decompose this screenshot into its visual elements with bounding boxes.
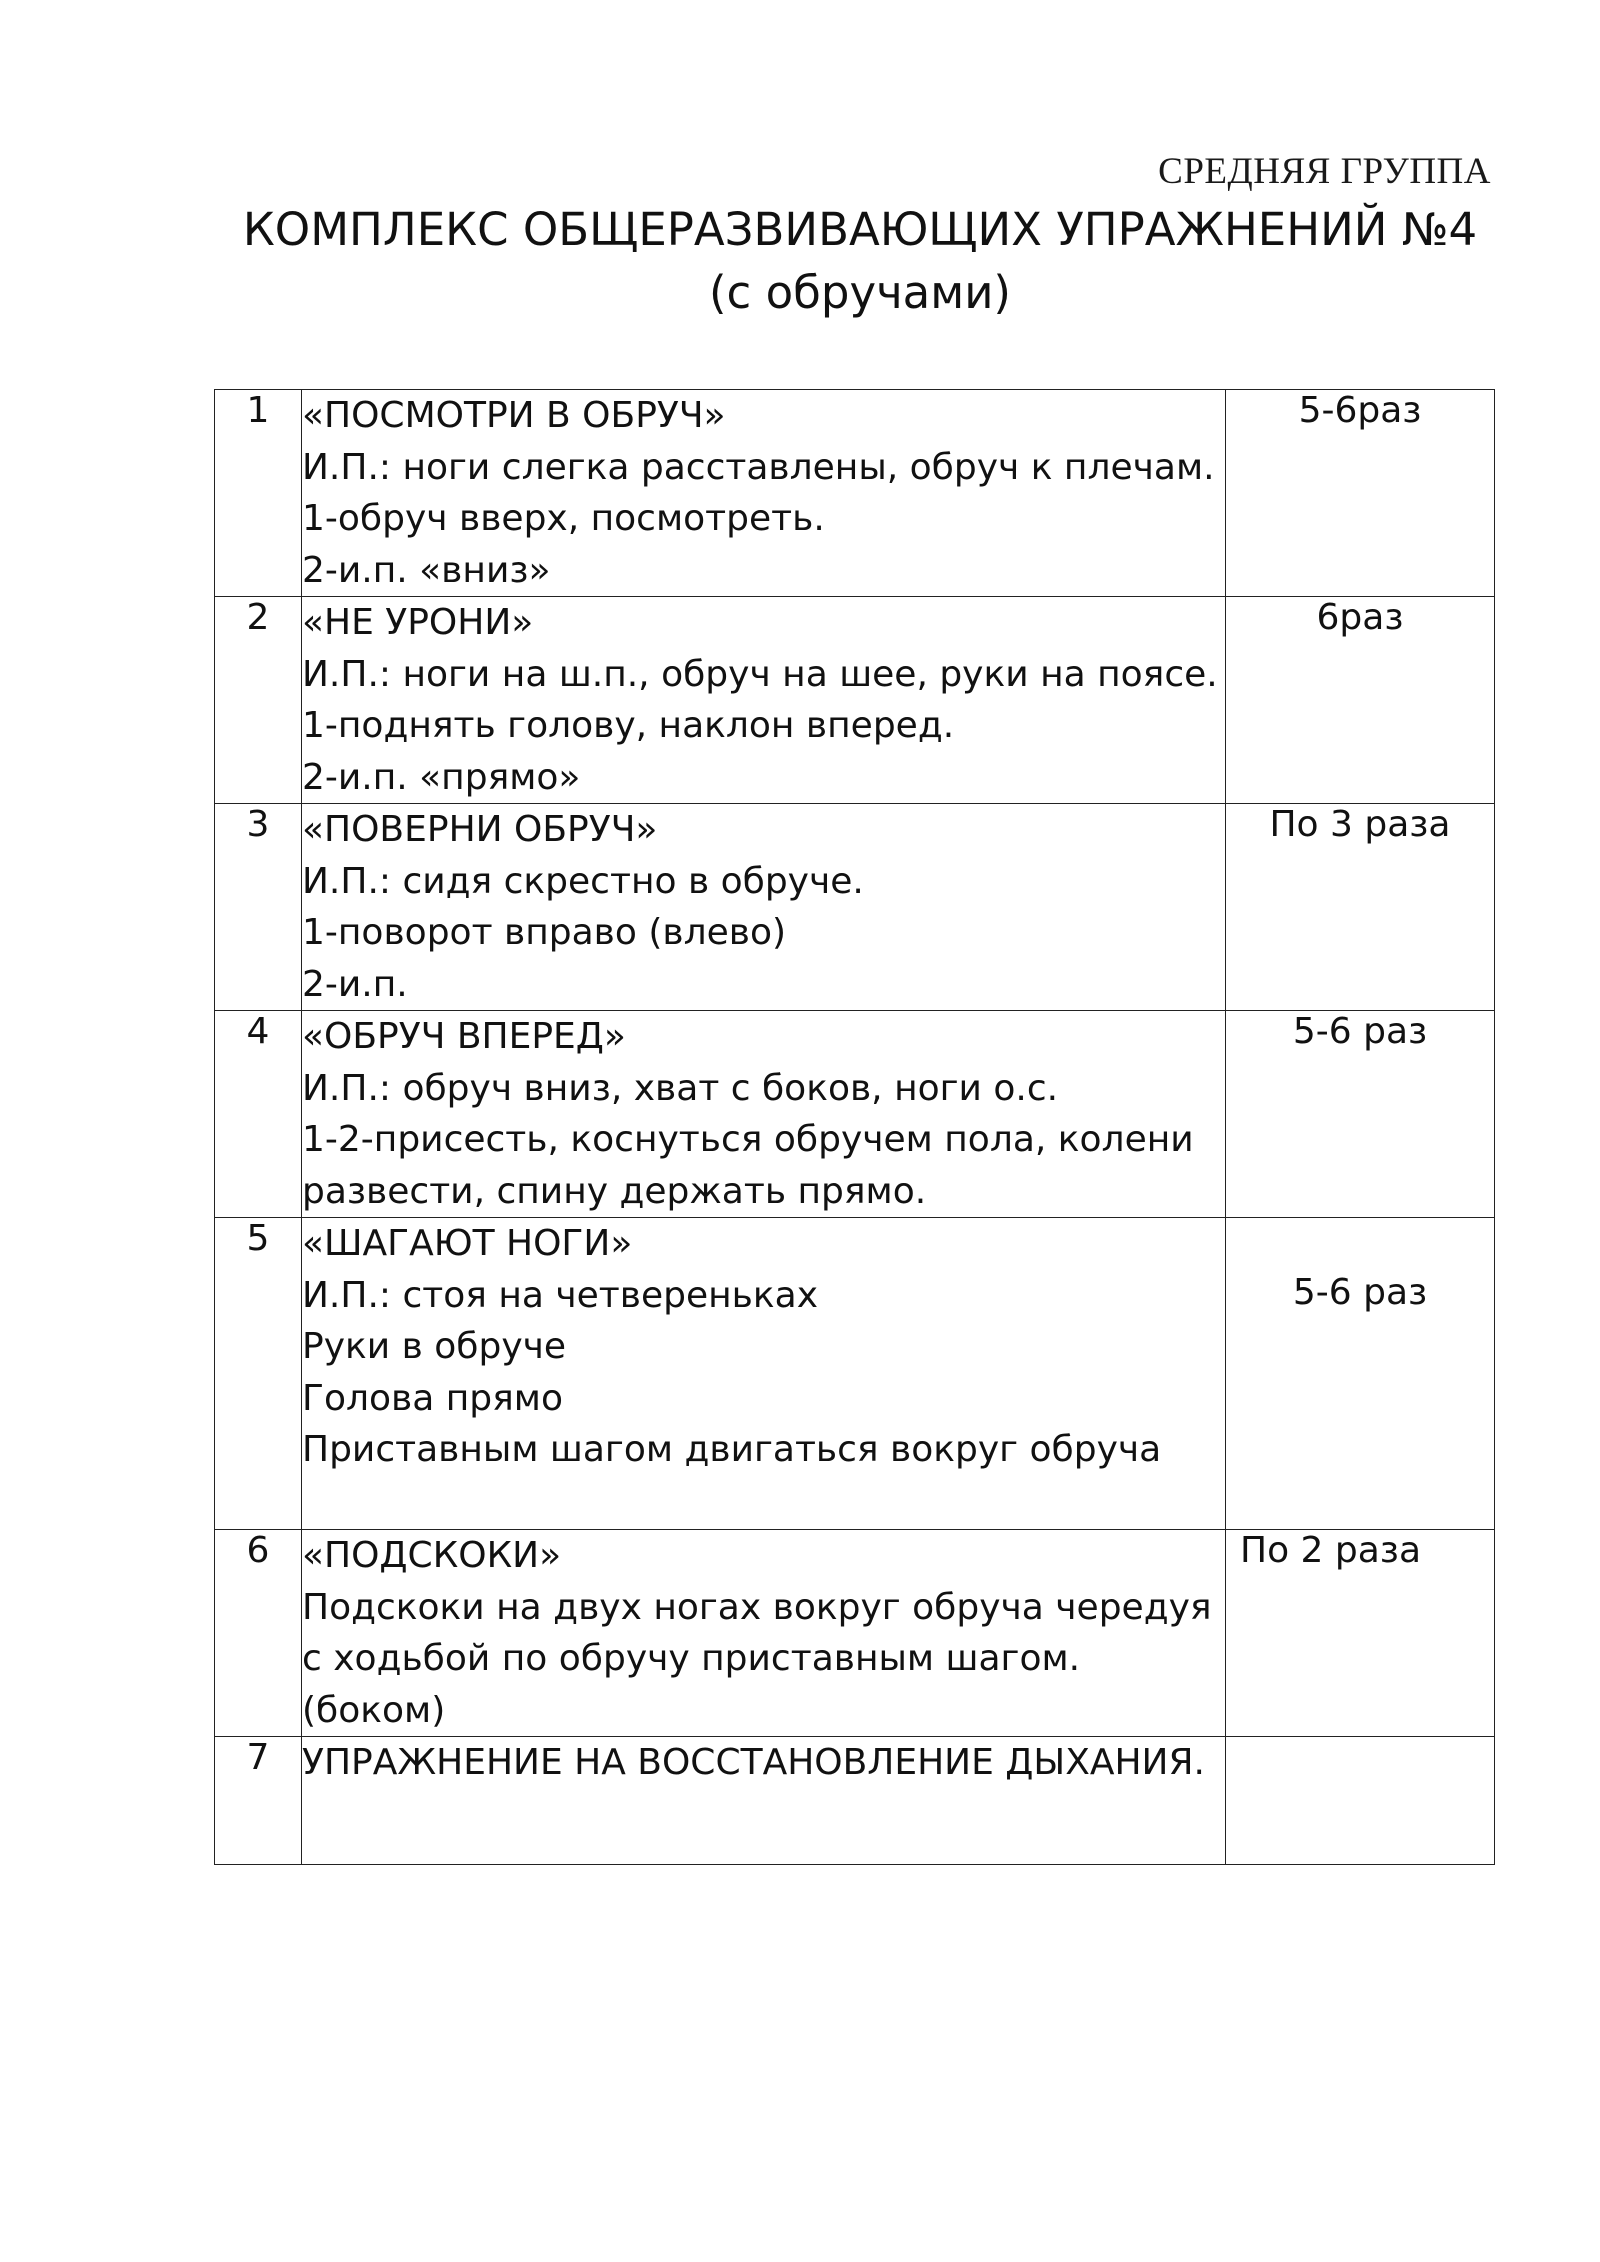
exercise-reps: 5-6раз bbox=[1226, 390, 1495, 597]
exercise-line: 1-поднять голову, наклон вперед. bbox=[302, 705, 955, 746]
exercise-description bbox=[302, 1218, 1226, 1530]
exercise-reps: 5-6 раз bbox=[1226, 1011, 1495, 1218]
exercise-number: 6 bbox=[215, 1530, 302, 1737]
page-subtitle: (с обручами) bbox=[709, 266, 1011, 319]
table-row bbox=[215, 1011, 1495, 1218]
exercise-line: И.П.: ноги на ш.п., обруч на шее, руки на поясе. bbox=[302, 653, 1218, 695]
exercise-line: 1-2-присесть, коснуться обручем пола, колени bbox=[302, 1119, 1194, 1160]
exercise-line: развести, спину держать прямо. bbox=[302, 1170, 927, 1212]
exercise-reps: По 3 раза bbox=[1226, 804, 1495, 1011]
exercise-line: 2-и.п. bbox=[302, 963, 408, 1005]
group-label: СРЕДНЯЯ ГРУППА bbox=[1158, 151, 1491, 192]
exercise-line: 2-и.п. «прямо» bbox=[302, 756, 581, 798]
exercise-line: И.П.: стоя на четвереньках bbox=[302, 1274, 819, 1316]
exercise-name: «НЕ УРОНИ» bbox=[302, 602, 534, 643]
table-row bbox=[215, 390, 1495, 597]
exercise-reps: 6раз bbox=[1226, 597, 1495, 804]
exercise-name: «ПОСМОТРИ В ОБРУЧ» bbox=[302, 395, 726, 436]
exercise-number: 3 bbox=[215, 804, 302, 1011]
exercise-line: 1-поворот вправо (влево) bbox=[302, 912, 787, 953]
exercise-name: «ШАГАЮТ НОГИ» bbox=[302, 1223, 633, 1264]
exercise-description bbox=[302, 597, 1226, 804]
table-row bbox=[215, 1737, 1495, 1865]
exercise-line: (боком) bbox=[302, 1689, 446, 1731]
exercise-number: 2 bbox=[215, 597, 302, 804]
exercise-number: 4 bbox=[215, 1011, 302, 1218]
exercise-description bbox=[302, 1011, 1226, 1218]
exercise-line: Руки в обруче bbox=[302, 1326, 567, 1367]
table-row bbox=[215, 597, 1495, 804]
exercise-name: УПРАЖНЕНИЕ НА ВОССТАНОВЛЕНИЕ ДЫХАНИЯ. bbox=[302, 1742, 1205, 1783]
exercise-line: 2-и.п. «вниз» bbox=[302, 549, 551, 591]
exercise-line: с ходьбой по обручу приставным шагом. bbox=[302, 1638, 1081, 1679]
exercise-name: «ПОВЕРНИ ОБРУЧ» bbox=[302, 809, 658, 850]
exercise-description bbox=[302, 390, 1226, 597]
exercise-line: Приставным шагом двигаться вокруг обруча bbox=[302, 1429, 1162, 1470]
exercise-line: 1-обруч вверх, посмотреть. bbox=[302, 498, 825, 539]
exercise-description bbox=[302, 804, 1226, 1011]
page-title: КОМПЛЕКС ОБЩЕРАЗВИВАЮЩИХ УПРАЖНЕНИЙ №4 bbox=[242, 203, 1478, 256]
exercise-number: 1 bbox=[215, 390, 302, 597]
exercise-line: И.П.: сидя скрестно в обруче. bbox=[302, 860, 864, 902]
exercise-description bbox=[302, 1530, 1226, 1737]
exercise-name: «ОБРУЧ ВПЕРЕД» bbox=[302, 1016, 626, 1057]
table-row bbox=[215, 1218, 1495, 1530]
exercise-reps: По 2 раза bbox=[1226, 1530, 1495, 1737]
exercise-line: Голова прямо bbox=[302, 1377, 563, 1419]
exercise-reps: 5-6 раз bbox=[1226, 1218, 1495, 1530]
exercise-number: 5 bbox=[215, 1218, 302, 1530]
table-row bbox=[215, 1530, 1495, 1737]
table-row bbox=[215, 804, 1495, 1011]
exercise-name: «ПОДСКОКИ» bbox=[302, 1535, 562, 1576]
exercise-line: И.П.: ноги слегка расставлены, обруч к плечам. bbox=[302, 446, 1215, 488]
exercise-number: 7 bbox=[215, 1737, 302, 1865]
exercise-line: Подскоки на двух ногах вокруг обруча чередуя bbox=[302, 1586, 1212, 1628]
exercise-table bbox=[214, 389, 1495, 1865]
exercise-reps bbox=[1226, 1737, 1495, 1865]
exercise-description bbox=[302, 1737, 1226, 1865]
exercise-line: И.П.: обруч вниз, хват с боков, ноги о.с. bbox=[302, 1067, 1059, 1109]
